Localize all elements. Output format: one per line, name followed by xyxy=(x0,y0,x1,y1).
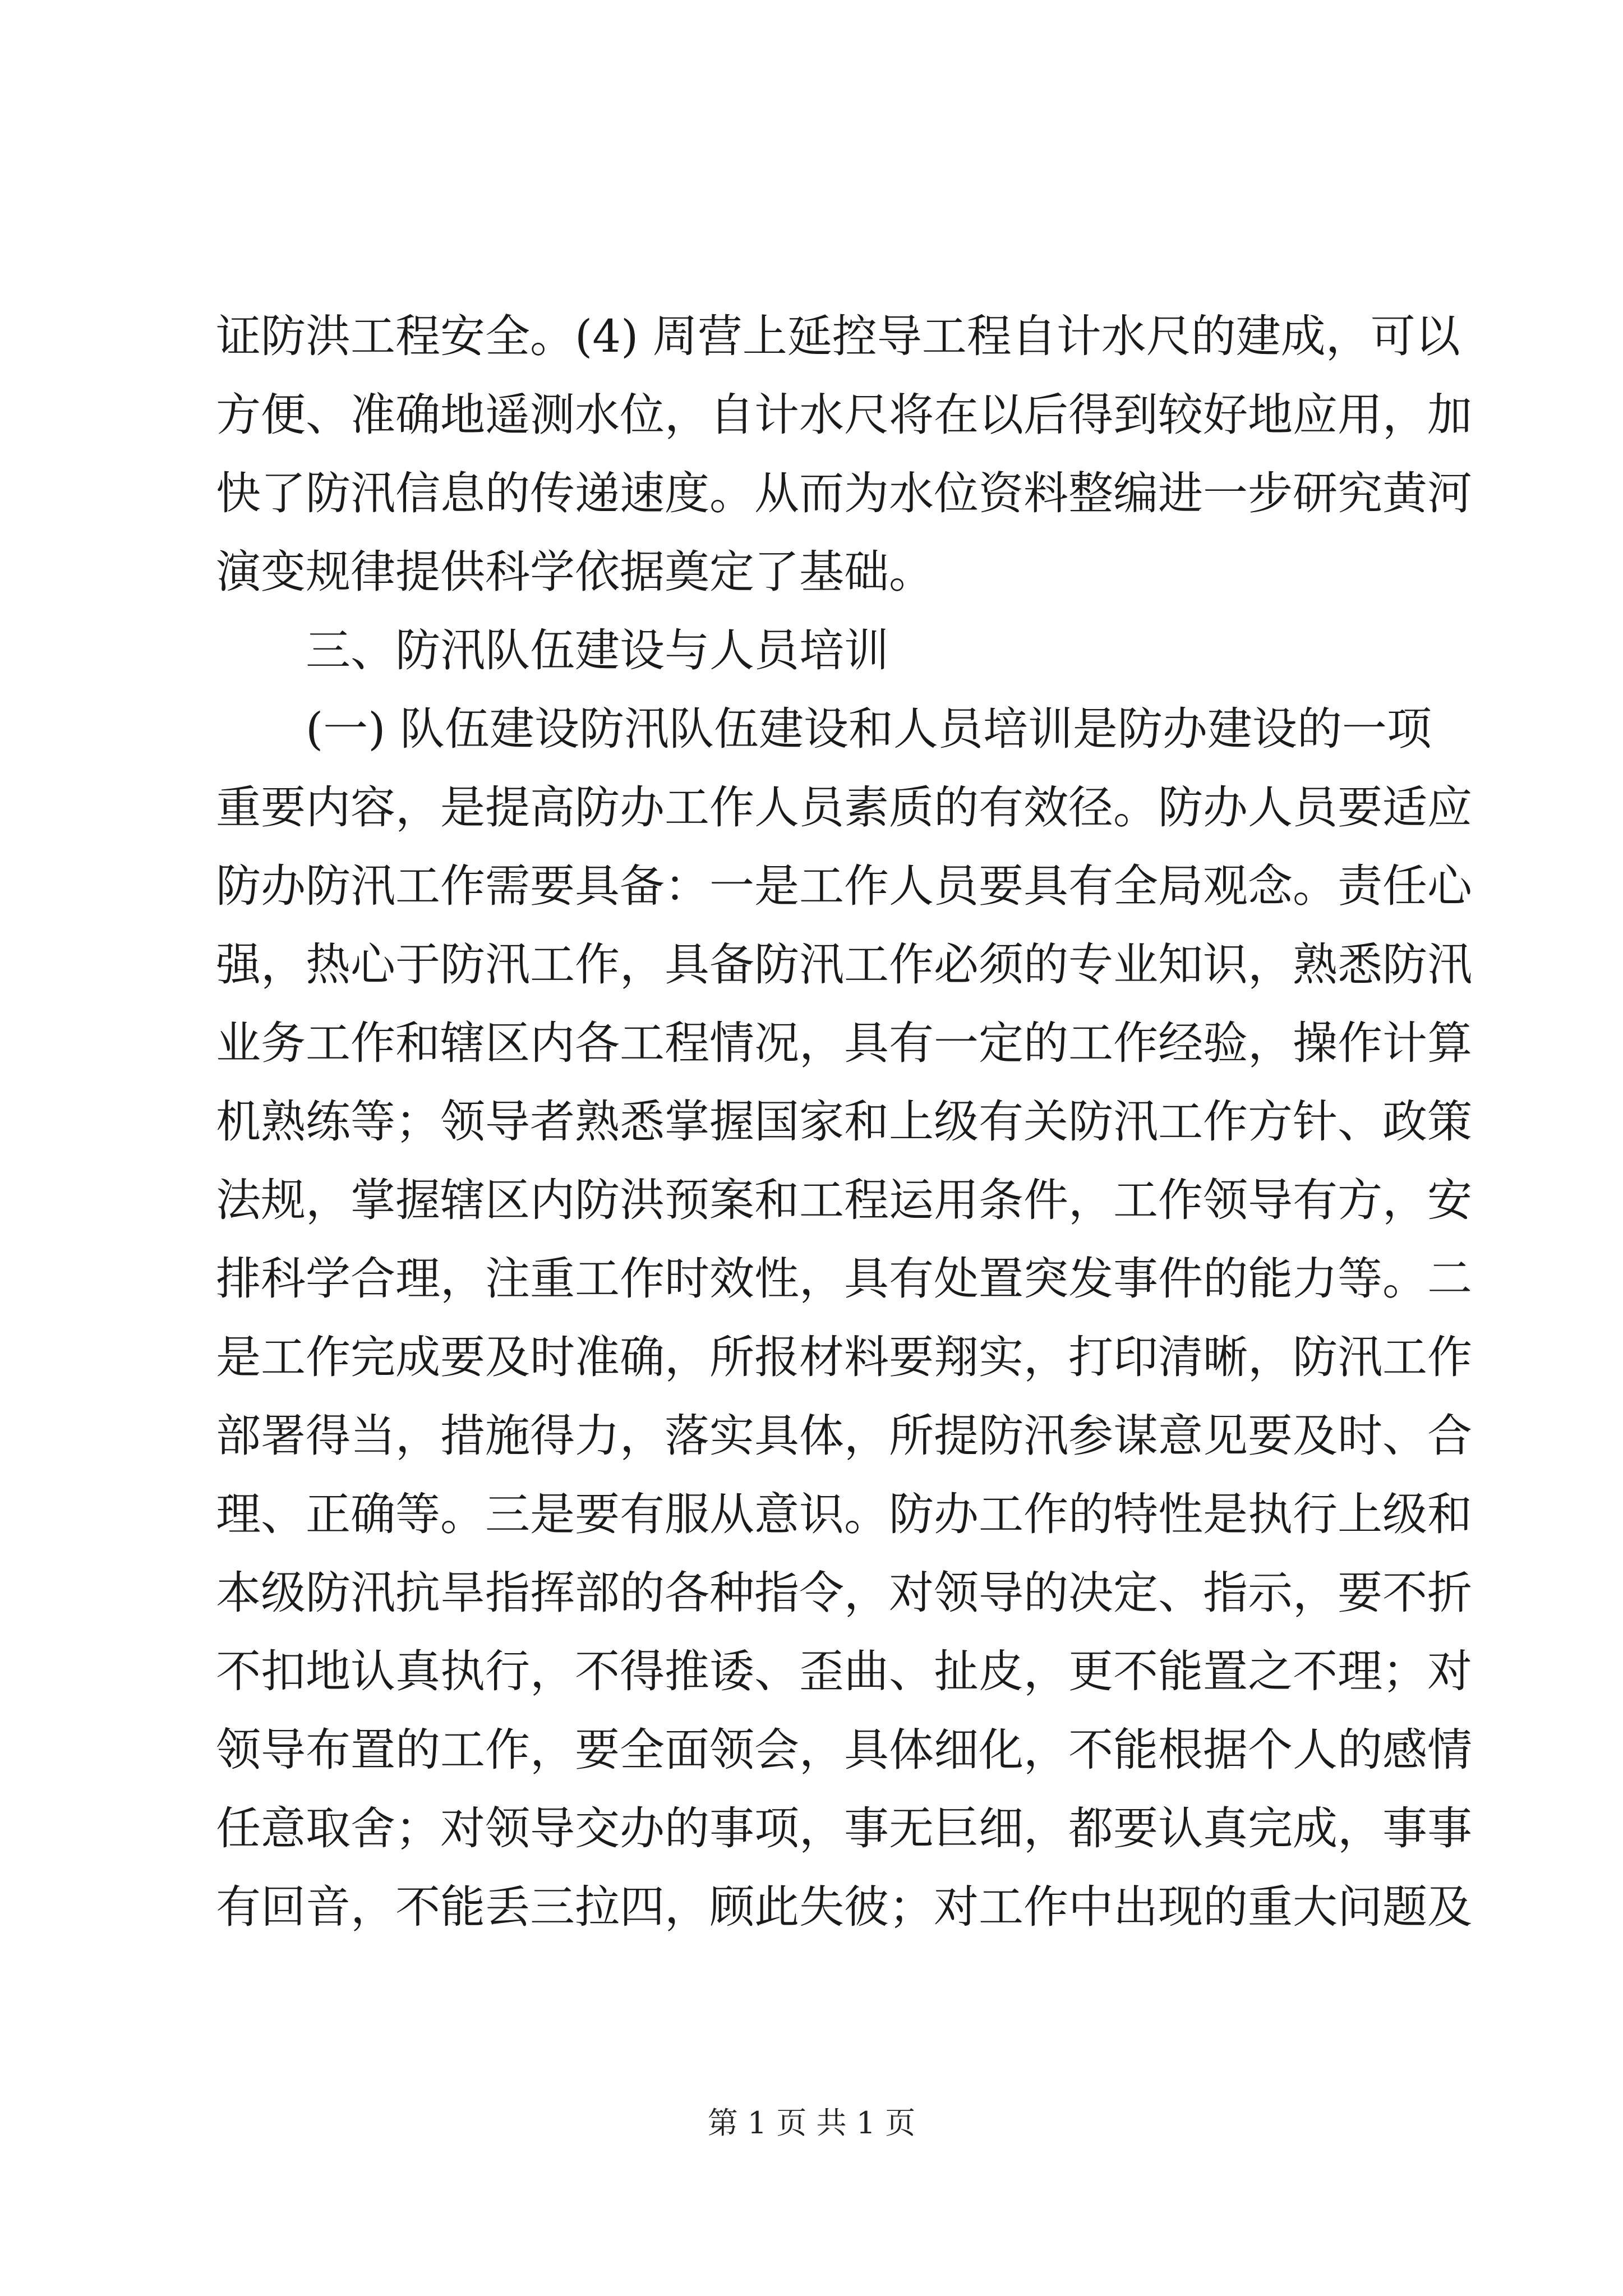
text-line: 证防洪工程安全。(4) 周营上延控导工程自计水尺的建成，可以 xyxy=(216,310,1460,362)
text-line: 排科学合理，注重工作时效性，具有处置突发事件的能力等。二 xyxy=(216,1253,1472,1305)
text-line: (一) 队伍建设防汛队伍建设和人员培训是防办建设的一项 xyxy=(306,703,1432,755)
text-line: 演变规律提供科学依据奠定了基础。 xyxy=(216,546,934,598)
text-line: 法规，掌握辖区内防洪预案和工程运用条件，工作领导有方，安 xyxy=(216,1174,1472,1226)
text-line: 快了防汛信息的传递速度。从而为水位资料整编进一步研究黄河 xyxy=(216,467,1472,519)
text-line: 机熟练等；领导者熟悉掌握国家和上级有关防汛工作方针、政策 xyxy=(216,1096,1472,1148)
text-line: 业务工作和辖区内各工程情况，具有一定的工作经验，操作计算 xyxy=(216,1017,1472,1069)
text-line: 本级防汛抗旱指挥部的各种指令，对领导的决定、指示，要不折 xyxy=(216,1567,1472,1619)
section-heading: 三、防汛队伍建设与人员培训 xyxy=(306,624,889,677)
text-line: 方便、准确地遥测水位，自计水尺将在以后得到较好地应用，加 xyxy=(216,389,1472,441)
text-line: 防办防汛工作需要具备：一是工作人员要具有全局观念。责任心 xyxy=(216,860,1472,912)
text-line: 强，热心于防汛工作，具备防汛工作必须的专业知识，熟悉防汛 xyxy=(216,938,1472,991)
text-line: 理、正确等。三是要有服从意识。防办工作的特性是执行上级和 xyxy=(216,1488,1472,1540)
text-line: 领导布置的工作，要全面领会，具体细化，不能根据个人的感情 xyxy=(216,1724,1472,1776)
text-line: 不扣地认真执行，不得推诿、歪曲、扯皮，更不能置之不理；对 xyxy=(216,1645,1472,1697)
text-line: 是工作完成要及时准确，所报材料要翔实，打印清晰，防汛工作 xyxy=(216,1331,1472,1383)
text-line: 任意取舍；对领导交办的事项，事无巨细，都要认真完成，事事 xyxy=(216,1802,1472,1855)
text-line: 重要内容，是提高防办工作人员素质的有效径。防办人员要适应 xyxy=(216,781,1472,834)
page-footer: 第 1 页 共 1 页 xyxy=(707,2105,916,2141)
text-line: 有回音，不能丢三拉四，顾此失彼；对工作中出现的重大问题及 xyxy=(216,1881,1472,1933)
text-line: 部署得当，措施得力，落实具体，所提防汛参谋意见要及时、合 xyxy=(216,1410,1472,1462)
